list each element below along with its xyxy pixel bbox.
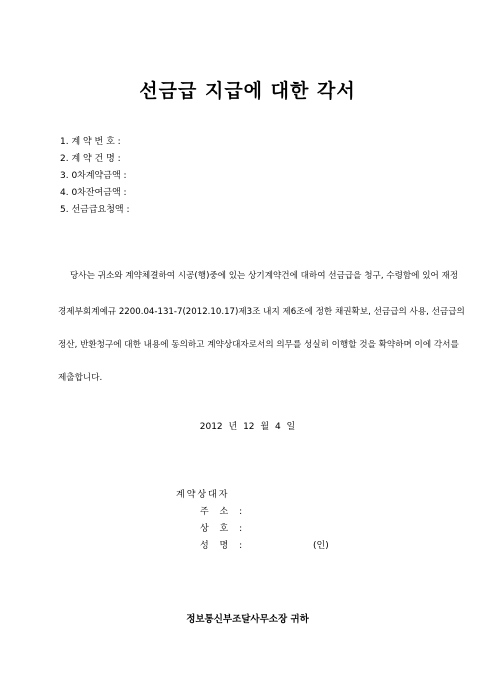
field-contract-name xyxy=(60,151,130,164)
body-line-4: 제출합니다. xyxy=(58,373,103,383)
name-label: 성 명 : xyxy=(200,541,247,551)
addressee: 정보통신부조달사무소장 귀하 xyxy=(186,614,309,625)
contractor-address xyxy=(200,504,247,517)
field-label: 5. 선금급요청액 : xyxy=(60,205,130,215)
field-contract-amount xyxy=(60,168,130,181)
document-title: 선금급 지급에 대한 각서 xyxy=(139,80,356,102)
address-label: 주 소 : xyxy=(200,507,247,517)
body-line-2: 경제부회계예규 2200.04-131-7(2012.10.17)제3조 내지 제6조에 정한 채권확보, 선금급의 사용, 선금급의 xyxy=(58,307,465,317)
field-remaining-amount xyxy=(60,185,130,198)
document-date: 2012 년 12 월 4 일 xyxy=(199,422,296,432)
company-label: 상 호 : xyxy=(200,524,247,534)
body-line-3: 정산, 반환청구에 대한 내용에 동의하고 계약상대자로서의 의무를 성실히 이행할 것을 확약하며 이에 각서를 xyxy=(58,340,459,350)
contractor-title: 계약상대자 xyxy=(176,490,230,500)
body-line-1: 당사는 귀소와 계약체결하여 시공(행)중에 있는 상기계약건에 대하여 선금급을 청구, 수령함에 있어 재정 xyxy=(70,271,459,281)
field-label: 4. 0차잔여금액 : xyxy=(60,188,127,198)
contractor-name xyxy=(200,538,247,551)
field-advance-request xyxy=(60,202,130,215)
field-label: 3. 0차계약금액 : xyxy=(60,171,127,181)
field-contract-number xyxy=(60,134,130,147)
contractor-company xyxy=(200,521,247,534)
field-label: 2. 계 약 건 명 : xyxy=(60,154,121,164)
field-label: 1. 계 약 번 호 : xyxy=(60,137,121,147)
seal-mark: (인) xyxy=(313,541,329,551)
